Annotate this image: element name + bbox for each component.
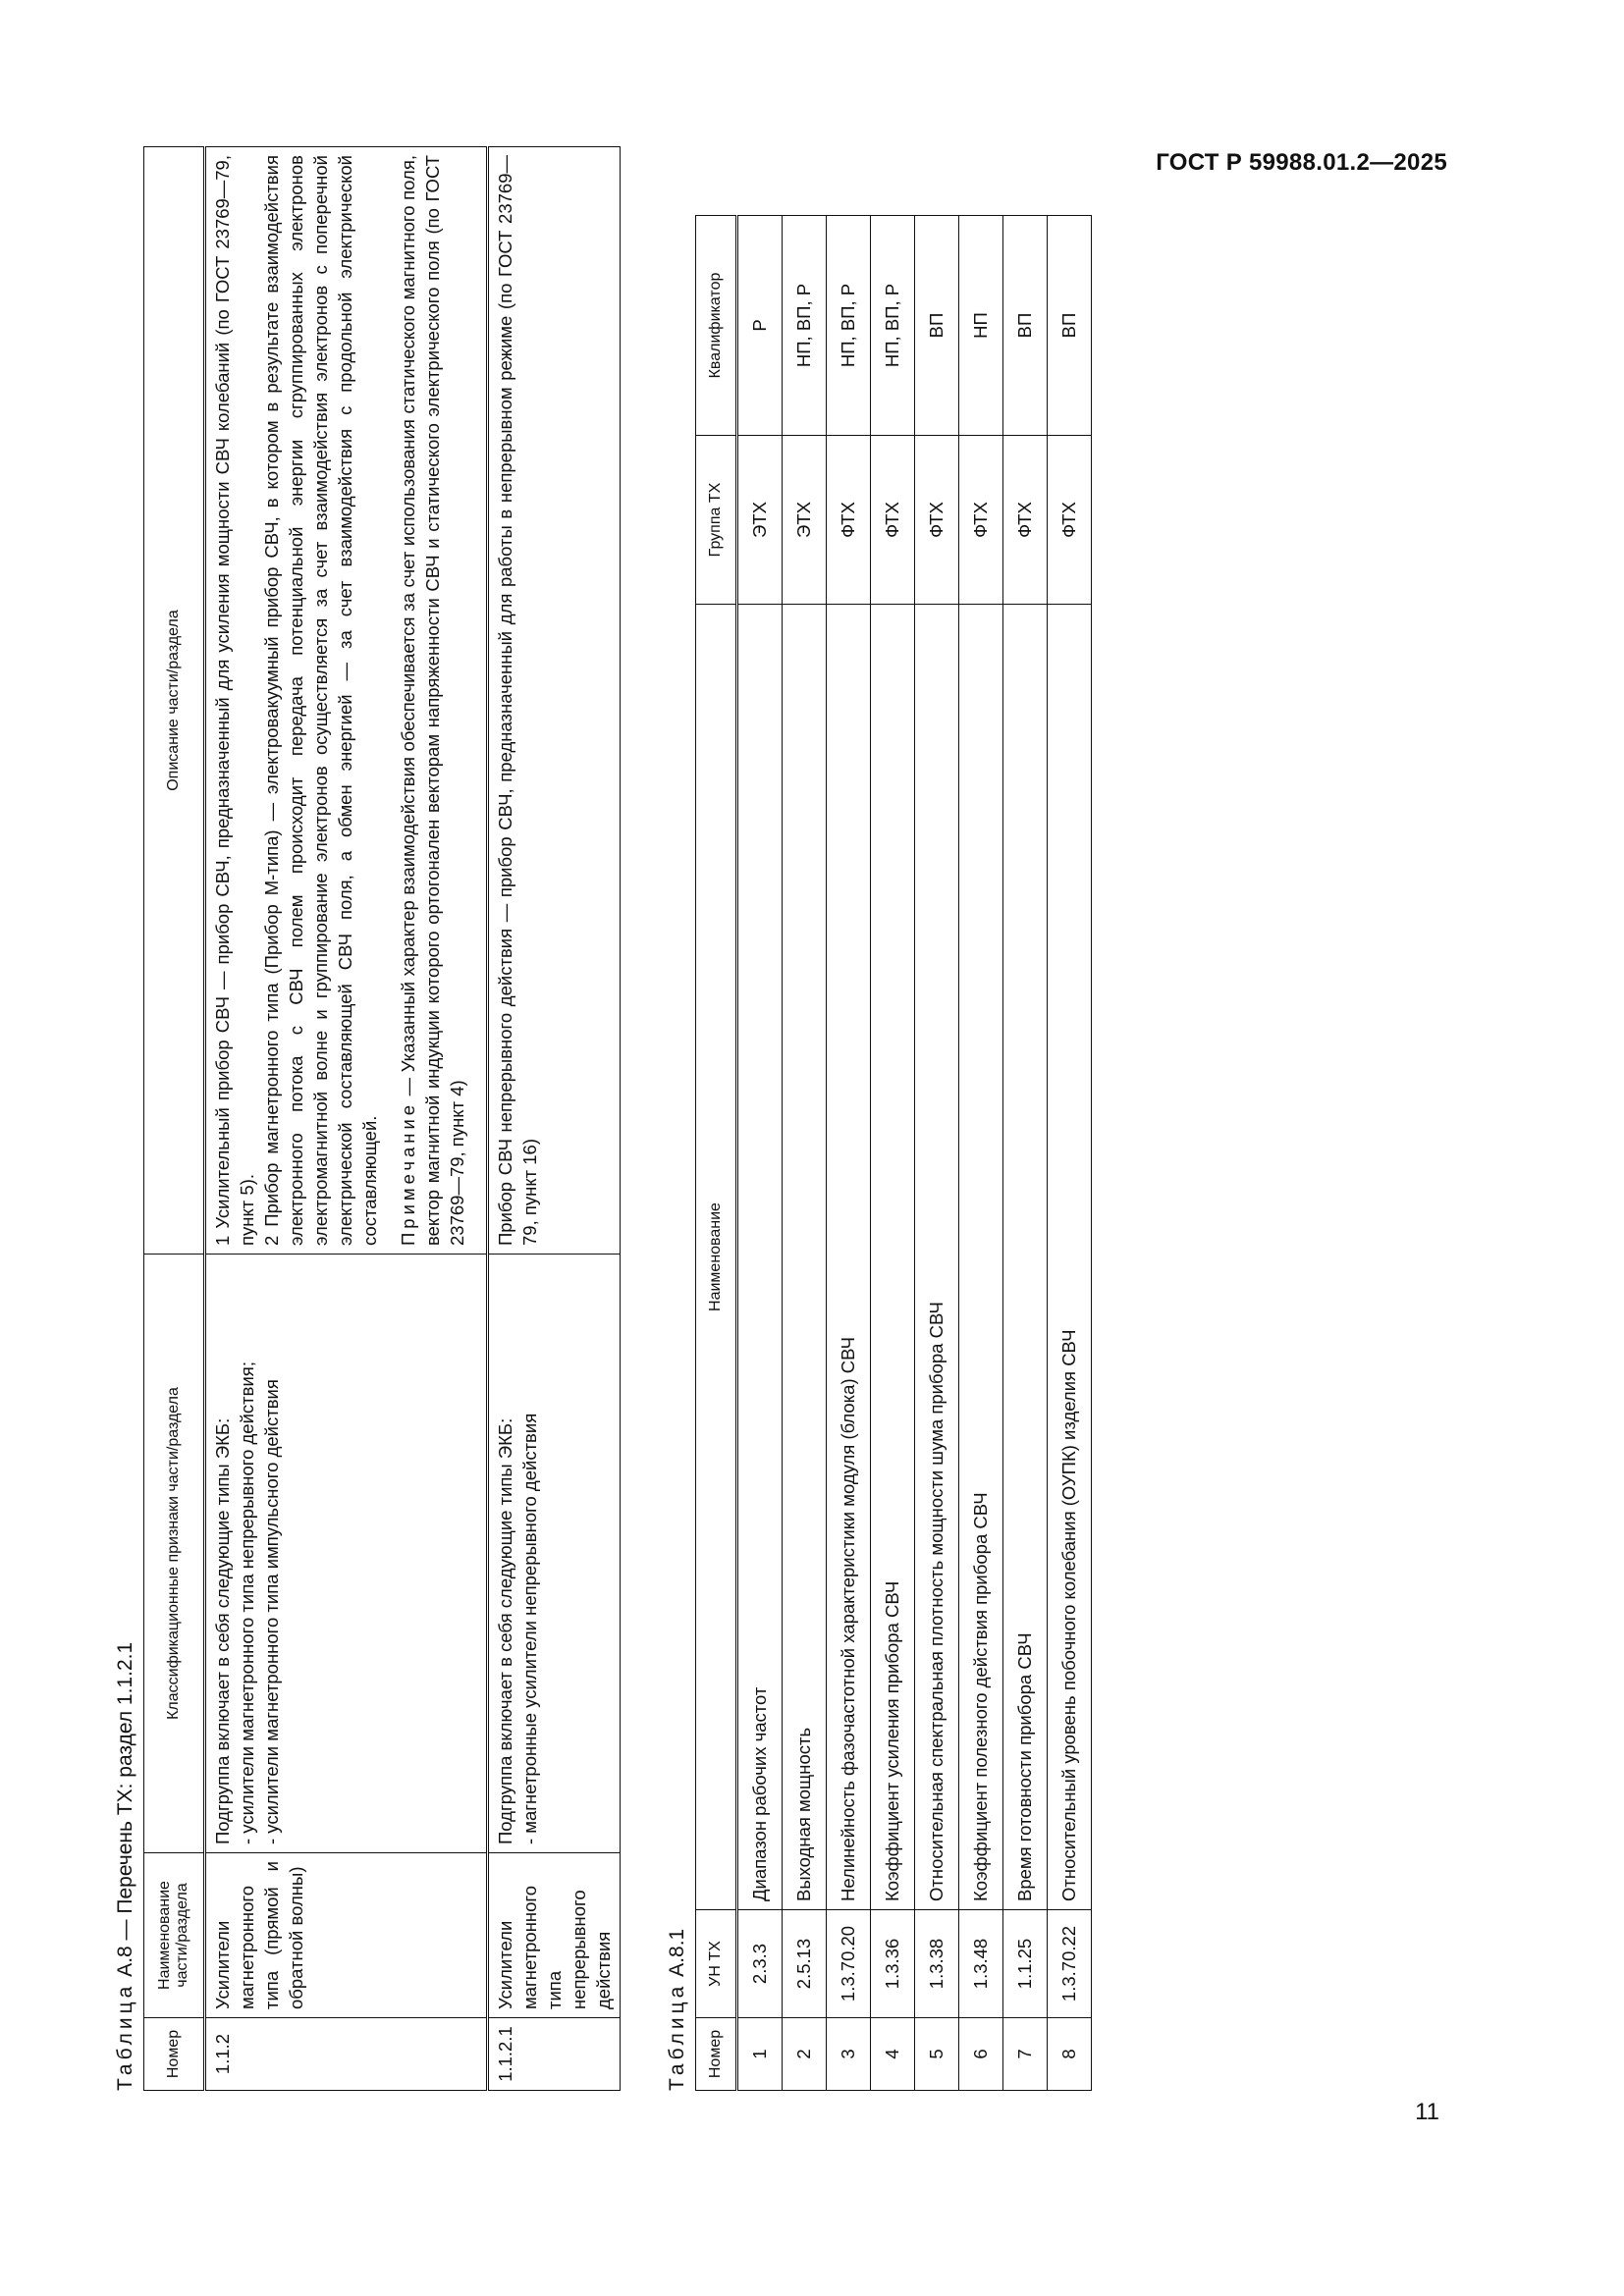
row-features [205,1255,488,1853]
col-header-number: Номер [696,2018,737,2091]
cell-code: 1.3.38 [915,1910,959,2018]
table-row [1003,216,1048,2091]
cell-group: ЭТХ [783,436,827,605]
col-header-qualifier: Квалификатор [696,216,737,436]
cell-code: 1.3.36 [871,1910,915,2018]
table-a8-caption-text: А.8 — Перечень ТХ: раздел 1.1.2.1 [114,1641,136,1977]
cell-name: Относительная спектральная плотность мощности шума прибора СВЧ [915,605,959,1910]
cell-name: Выходная мощность [783,605,827,1910]
cell-number: 7 [1003,2018,1048,2091]
table-a81-caption [660,128,695,2091]
table-a8-caption-prefix: Таблица [114,1982,136,2091]
row-name: Усилители магнетронного типа (прямой и обратной волны) [205,1853,488,2018]
cell-code: 1.3.70.22 [1048,1910,1092,2018]
row-description [205,147,488,1255]
table-a8-caption [108,128,143,2091]
cell-code: 2.3.3 [737,1910,783,2018]
feature-line: Подгруппа включает в себя следующие типы ЭКБ: [495,1417,515,1844]
cell-qualifier: НП [959,216,1003,436]
cell-group: ФТХ [1003,436,1048,605]
cell-number: 5 [915,2018,959,2091]
table-row [783,216,827,2091]
cell-name: Относительный уровень побочного колебания (ОУПК) изделия СВЧ [1048,605,1092,1910]
cell-qualifier: ВП [1003,216,1048,436]
table-row [1048,216,1092,2091]
table-row [205,147,488,2091]
col-header-number: Номер [144,2018,205,2091]
cell-name: Время готовности прибора СВЧ [1003,605,1048,1910]
col-header-group: Группа ТХ [696,436,737,605]
note [396,155,469,1246]
row-number: 1.1.2 [205,2018,488,2091]
cell-number: 6 [959,2018,1003,2091]
cell-qualifier: ВП [915,216,959,436]
cell-code: 2.5.13 [783,1910,827,2018]
table-row [488,147,621,2091]
cell-code: 1.3.48 [959,1910,1003,2018]
cell-number: 8 [1048,2018,1092,2091]
cell-qualifier: НП, ВП, Р [827,216,871,436]
cell-group: ФТХ [959,436,1003,605]
cell-qualifier: Р [737,216,783,436]
desc-line: 2 Прибор магнетронного типа (Прибор М-типа) — электровакуумный прибор СВЧ, в котором в результате взаимодействия электронного потока с СВЧ полем происходит передача потенциальной энергии сгруппированных электронов электромагнитной волне и группирование электронов осуществляется за счет взаимодействия электронов с поперечной электрической составляющей СВЧ поля, а обмен энергией — за счет взаимодействия с продольной электрической составляющей. [261,155,380,1246]
cell-name: Коэффициент усиления прибора СВЧ [871,605,915,1910]
cell-code: 1.3.70.20 [827,1910,871,2018]
feature-line: - усилители магнетронного типа непрерывного действия; [237,1362,257,1844]
row-description [488,147,621,1255]
cell-group: ЭТХ [737,436,783,605]
document-id: ГОСТ Р 59988.01.2—2025 [1156,149,1447,176]
col-header-name: Наименование части/раздела [144,1853,205,2018]
table-a81-caption-prefix: Таблица [666,1982,688,2091]
desc-line: 1 Усилительный прибор СВЧ — прибор СВЧ, предназначенный для усиления мощности СВЧ колебаний (по ГОСТ 23769—79, пункт 5). [212,155,257,1246]
cell-code: 1.1.25 [1003,1910,1048,2018]
feature-line: - усилители магнетронного типа импульсного действия [261,1379,282,1844]
table-row [871,216,915,2091]
cell-group: ФТХ [871,436,915,605]
cell-group: ФТХ [915,436,959,605]
row-number: 1.1.2.1 [488,2018,621,2091]
cell-number: 4 [871,2018,915,2091]
col-header-name: Наименование [696,605,737,1910]
cell-group: ФТХ [827,436,871,605]
col-header-code: УН ТХ [696,1910,737,2018]
feature-line: - магнетронные усилители непрерывного действия [519,1413,540,1844]
table-row [737,216,783,2091]
cell-name: Коэффициент полезного действия прибора СВЧ [959,605,1003,1910]
rotated-content [108,128,1404,2091]
table-a8 [143,146,621,2091]
cell-number: 3 [827,2018,871,2091]
row-name: Усилители магнетронного типа непрерывного действия [488,1853,621,2018]
cell-qualifier: НП, ВП, Р [871,216,915,436]
table-row [959,216,1003,2091]
cell-name: Диапазон рабочих частот [737,605,783,1910]
desc-line: Прибор СВЧ непрерывного действия — прибор СВЧ, предназначенный для работы в непрерывном режиме (по ГОСТ 23769—79, пункт 16) [495,155,540,1246]
cell-number: 2 [783,2018,827,2091]
page-number: 11 [1415,2099,1439,2125]
col-header-description: Описание части/раздела [144,147,205,1255]
note-label: Примечание [398,1100,418,1246]
table-a81-caption-text: А.8.1 [666,1928,688,1977]
table-a81 [695,215,1092,2091]
col-header-features: Классификационные признаки части/раздела [144,1255,205,1853]
table-row [915,216,959,2091]
cell-name: Нелинейность фазочастотной характеристики модуля (блока) СВЧ [827,605,871,1910]
cell-qualifier: ВП [1048,216,1092,436]
table-row [827,216,871,2091]
cell-group: ФТХ [1048,436,1092,605]
note-text: — Указанный характер взаимодействия обеспечивается за счет использования статического магнитного поля, вектор магнитной индукции которого ортогонален векторам напряженности СВЧ и статического электрического поля (по ГОСТ 23769—79, пункт 4) [398,155,467,1246]
cell-number: 1 [737,2018,783,2091]
feature-line: Подгруппа включает в себя следующие типы ЭКБ: [212,1417,233,1844]
row-features [488,1255,621,1853]
cell-qualifier: НП, ВП, Р [783,216,827,436]
